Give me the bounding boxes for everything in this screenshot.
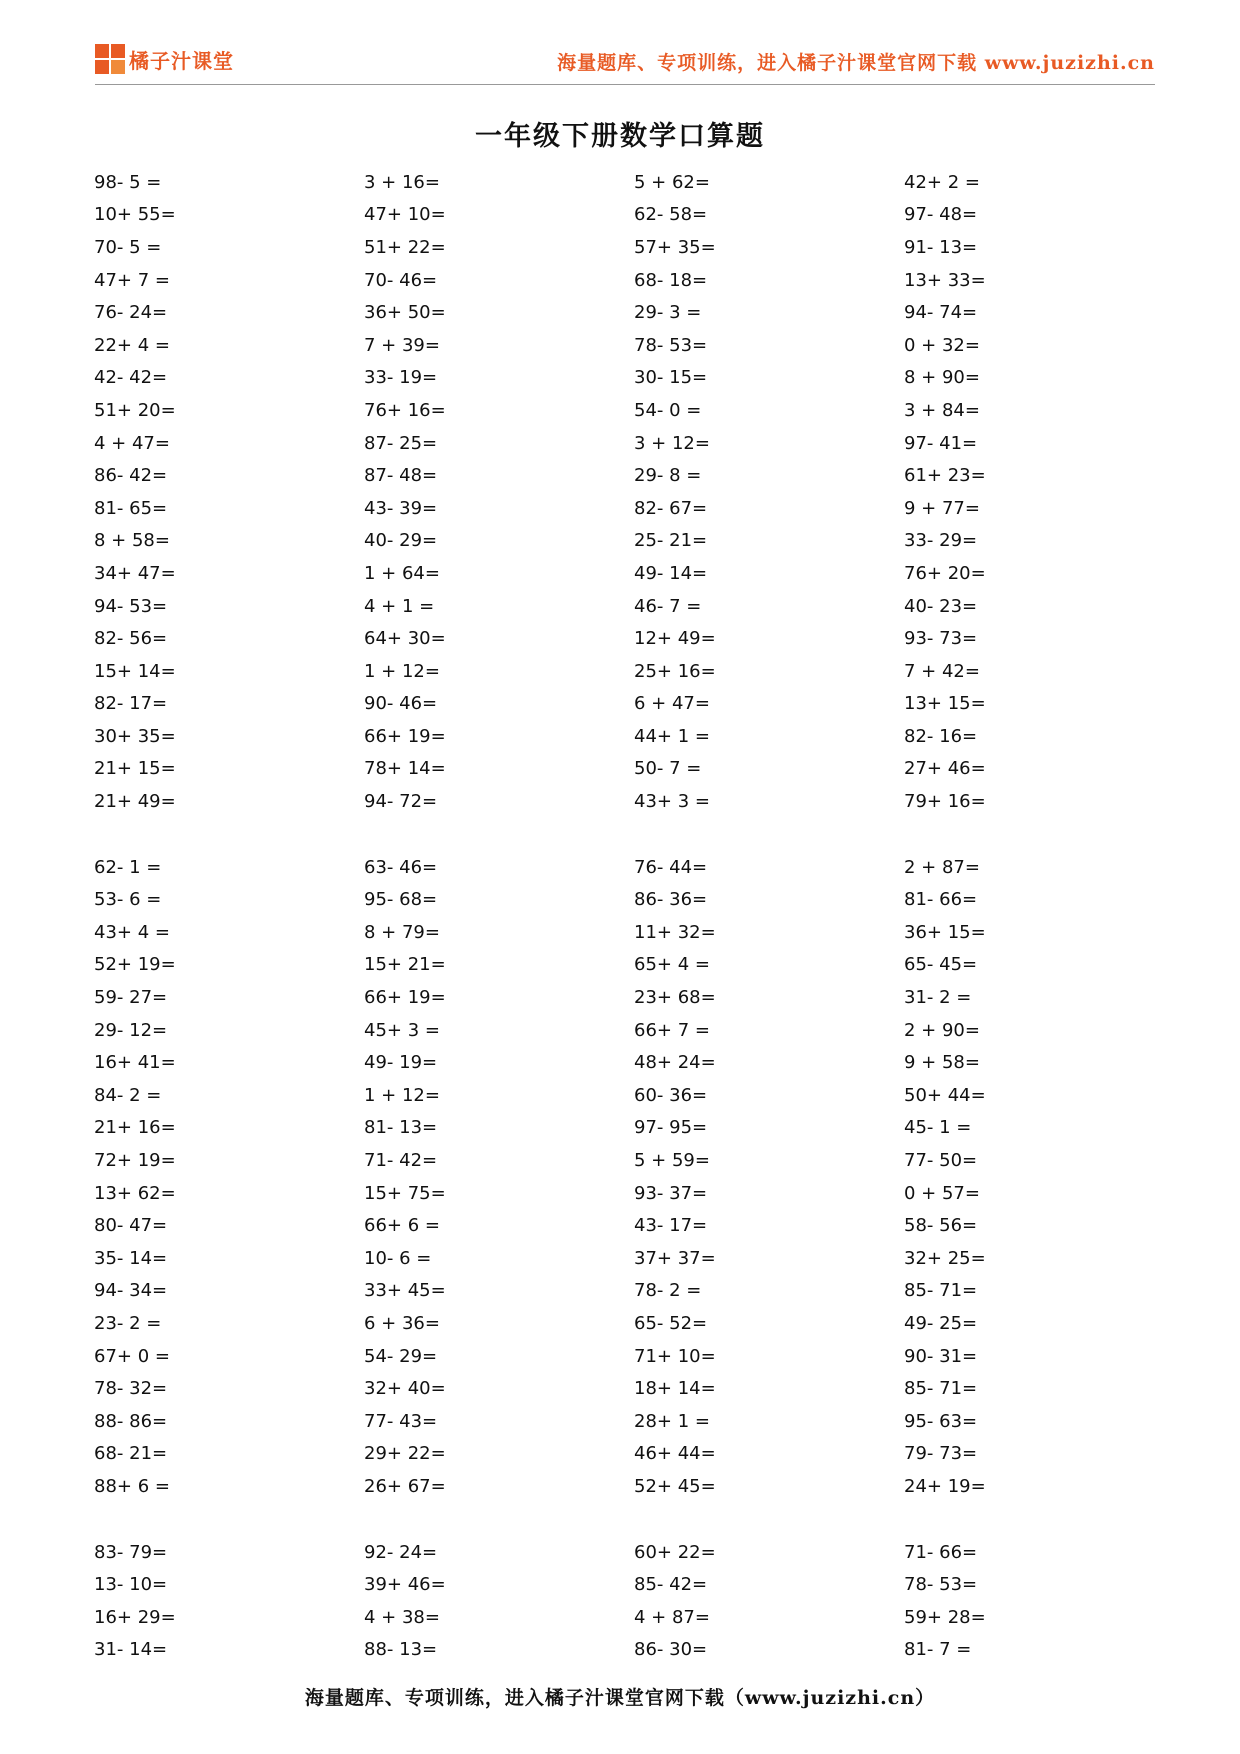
problem-item: 32+ 40=: [364, 1378, 446, 1400]
problem-item: 40- 29=: [364, 530, 438, 552]
problem-item: 46- 7 =: [634, 595, 702, 617]
problem-item: 86- 30=: [634, 1639, 708, 1661]
problem-item: 51+ 20=: [94, 399, 176, 421]
problem-row: [94, 981, 1174, 1014]
problem-item: 76- 44=: [634, 856, 708, 878]
problem-item: 6 + 47=: [634, 693, 710, 715]
problem-item: 48+ 24=: [634, 1052, 716, 1074]
problem-item: 33+ 45=: [364, 1280, 446, 1302]
problem-item: 43+ 3 =: [634, 791, 710, 813]
problem-item: 21+ 49=: [94, 791, 176, 813]
problem-item: 45- 1 =: [904, 1117, 972, 1139]
problem-row: [94, 362, 1174, 395]
page-header: [95, 42, 1155, 85]
problem-item: 54- 29=: [364, 1345, 438, 1367]
problem-row: [94, 492, 1174, 525]
logo-icon: [95, 44, 125, 74]
problem-row: [94, 1275, 1174, 1308]
problem-row: [94, 1340, 1174, 1373]
problem-row: [94, 916, 1174, 949]
problem-item: 44+ 1 =: [634, 725, 710, 747]
problem-item: 62- 1 =: [94, 856, 162, 878]
problem-item: 85- 71=: [904, 1280, 978, 1302]
problem-item: 71- 42=: [364, 1150, 438, 1172]
problem-item: 22+ 4 =: [94, 334, 170, 356]
problem-row: [94, 785, 1174, 818]
problem-item: 82- 17=: [94, 693, 168, 715]
problem-item: 76+ 20=: [904, 562, 986, 584]
page-title: 一年级下册数学口算题: [475, 121, 765, 152]
problem-item: 47+ 10=: [364, 204, 446, 226]
problem-item: 54- 0 =: [634, 399, 702, 421]
problem-row: [94, 1307, 1174, 1340]
problem-item: 11+ 32=: [634, 921, 716, 943]
problem-item: 94- 72=: [364, 791, 438, 813]
problem-item: 85- 42=: [634, 1574, 708, 1596]
problem-item: 2 + 90=: [904, 1019, 980, 1041]
problem-item: 82- 67=: [634, 497, 708, 519]
problem-item: 68- 21=: [94, 1443, 168, 1465]
problem-row: [94, 1438, 1174, 1471]
problem-block: [94, 166, 1174, 818]
problem-item: 29- 3 =: [634, 302, 702, 324]
problem-item: 10- 6 =: [364, 1247, 432, 1269]
problem-item: 33- 29=: [904, 530, 978, 552]
problem-item: 27+ 46=: [904, 758, 986, 780]
problem-item: 88- 86=: [94, 1410, 168, 1432]
problem-item: 4 + 38=: [364, 1606, 440, 1628]
problem-item: 4 + 87=: [634, 1606, 710, 1628]
problem-item: 26+ 67=: [364, 1475, 446, 1497]
problem-item: 49- 19=: [364, 1052, 438, 1074]
problem-item: 93- 73=: [904, 628, 978, 650]
problem-item: 72+ 19=: [94, 1150, 176, 1172]
problem-item: 86- 42=: [94, 465, 168, 487]
problem-item: 23- 2 =: [94, 1312, 162, 1334]
problem-item: 43+ 4 =: [94, 921, 170, 943]
problem-row: [94, 1405, 1174, 1438]
problem-item: 16+ 41=: [94, 1052, 176, 1074]
problem-item: 65- 52=: [634, 1312, 708, 1334]
problem-item: 78- 53=: [904, 1574, 978, 1596]
problem-item: 66+ 7 =: [634, 1019, 710, 1041]
problem-row: [94, 427, 1174, 460]
problem-item: 52+ 19=: [94, 954, 176, 976]
problem-item: 13- 10=: [94, 1574, 168, 1596]
problem-item: 79+ 16=: [904, 791, 986, 813]
problem-item: 18+ 14=: [634, 1378, 716, 1400]
problem-item: 7 + 39=: [364, 334, 440, 356]
problem-item: 91- 13=: [904, 236, 978, 258]
problem-item: 0 + 57=: [904, 1182, 980, 1204]
problem-item: 1 + 12=: [364, 1084, 440, 1106]
problem-item: 85- 71=: [904, 1378, 978, 1400]
problem-item: 88+ 6 =: [94, 1475, 170, 1497]
problem-row: [94, 231, 1174, 264]
problem-row: [94, 1177, 1174, 1210]
problem-item: 76+ 16=: [364, 399, 446, 421]
problem-row: [94, 1144, 1174, 1177]
brand-logo: [95, 44, 234, 74]
problem-row: [94, 394, 1174, 427]
problem-item: 43- 17=: [634, 1215, 708, 1237]
problem-item: 23+ 68=: [634, 987, 716, 1009]
problem-item: 64+ 30=: [364, 628, 446, 650]
problem-item: 97- 95=: [634, 1117, 708, 1139]
problem-row: [94, 1014, 1174, 1047]
problem-item: 58- 56=: [904, 1215, 978, 1237]
problem-item: 12+ 49=: [634, 628, 716, 650]
problem-item: 53- 6 =: [94, 889, 162, 911]
problem-item: 16+ 29=: [94, 1606, 176, 1628]
problem-item: 47+ 7 =: [94, 269, 170, 291]
problem-item: 5 + 59=: [634, 1150, 710, 1172]
problem-row: [94, 1536, 1174, 1569]
problem-item: 33- 19=: [364, 367, 438, 389]
problem-row: [94, 459, 1174, 492]
problem-item: 13+ 33=: [904, 269, 986, 291]
problem-item: 5 + 62=: [634, 171, 710, 193]
problem-row: [94, 1209, 1174, 1242]
problem-block: [94, 851, 1174, 1503]
problem-item: 57+ 35=: [634, 236, 716, 258]
problem-row: [94, 1634, 1174, 1667]
problem-item: 70- 46=: [364, 269, 438, 291]
problem-item: 95- 63=: [904, 1410, 978, 1432]
problem-row: [94, 525, 1174, 558]
problem-item: 94- 53=: [94, 595, 168, 617]
problem-row: [94, 622, 1174, 655]
problem-item: 3 + 84=: [904, 399, 980, 421]
problem-item: 49- 25=: [904, 1312, 978, 1334]
problem-item: 80- 47=: [94, 1215, 168, 1237]
problem-item: 66+ 6 =: [364, 1215, 440, 1237]
problem-item: 90- 31=: [904, 1345, 978, 1367]
problem-item: 71- 66=: [904, 1541, 978, 1563]
problem-item: 97- 48=: [904, 204, 978, 226]
problem-item: 78+ 14=: [364, 758, 446, 780]
problem-row: [94, 949, 1174, 982]
problem-item: 36+ 50=: [364, 302, 446, 324]
problem-item: 78- 53=: [634, 334, 708, 356]
problem-item: 81- 7 =: [904, 1639, 972, 1661]
problem-row: [94, 264, 1174, 297]
problem-item: 15+ 21=: [364, 954, 446, 976]
problem-item: 87- 48=: [364, 465, 438, 487]
problem-row: [94, 1046, 1174, 1079]
problem-item: 8 + 90=: [904, 367, 980, 389]
problem-row: [94, 166, 1174, 199]
problem-item: 13+ 15=: [904, 693, 986, 715]
problem-item: 63- 46=: [364, 856, 438, 878]
problem-item: 45+ 3 =: [364, 1019, 440, 1041]
problem-block: [94, 1536, 1174, 1666]
problem-item: 79- 73=: [904, 1443, 978, 1465]
problem-item: 92- 24=: [364, 1541, 438, 1563]
problem-row: [94, 720, 1174, 753]
problem-item: 10+ 55=: [94, 204, 176, 226]
problem-item: 42- 42=: [94, 367, 168, 389]
problem-item: 21+ 16=: [94, 1117, 176, 1139]
problem-grid: [94, 166, 1174, 1699]
problem-item: 25- 21=: [634, 530, 708, 552]
problem-item: 30- 15=: [634, 367, 708, 389]
problem-item: 34+ 47=: [94, 562, 176, 584]
problem-row: [94, 688, 1174, 721]
problem-item: 21+ 15=: [94, 758, 176, 780]
problem-row: [94, 296, 1174, 329]
problem-row: [94, 329, 1174, 362]
problem-row: [94, 753, 1174, 786]
problem-row: [94, 1372, 1174, 1405]
problem-item: 7 + 42=: [904, 660, 980, 682]
problem-item: 3 + 16=: [364, 171, 440, 193]
problem-item: 86- 36=: [634, 889, 708, 911]
problem-item: 49- 14=: [634, 562, 708, 584]
problem-item: 84- 2 =: [94, 1084, 162, 1106]
problem-item: 31- 2 =: [904, 987, 972, 1009]
problem-item: 1 + 12=: [364, 660, 440, 682]
problem-item: 37+ 37=: [634, 1247, 716, 1269]
problem-item: 59- 27=: [94, 987, 168, 1009]
problem-item: 0 + 32=: [904, 334, 980, 356]
problem-item: 61+ 23=: [904, 465, 986, 487]
problem-item: 98- 5 =: [94, 171, 162, 193]
problem-row: [94, 1601, 1174, 1634]
problem-item: 71+ 10=: [634, 1345, 716, 1367]
problem-item: 4 + 1 =: [364, 595, 435, 617]
problem-item: 51+ 22=: [364, 236, 446, 258]
problem-item: 28+ 1 =: [634, 1410, 710, 1432]
logo-text: 橘子汁课堂: [129, 48, 234, 73]
problem-item: 97- 41=: [904, 432, 978, 454]
problem-item: 9 + 58=: [904, 1052, 980, 1074]
problem-item: 15+ 14=: [94, 660, 176, 682]
problem-item: 94- 34=: [94, 1280, 168, 1302]
problem-row: [94, 1470, 1174, 1503]
problem-item: 87- 25=: [364, 432, 438, 454]
problem-item: 24+ 19=: [904, 1475, 986, 1497]
problem-item: 8 + 79=: [364, 921, 440, 943]
problem-item: 30+ 35=: [94, 725, 176, 747]
problem-item: 4 + 47=: [94, 432, 170, 454]
problem-item: 77- 43=: [364, 1410, 438, 1432]
problem-item: 95- 68=: [364, 889, 438, 911]
problem-item: 13+ 62=: [94, 1182, 176, 1204]
problem-item: 39+ 46=: [364, 1574, 446, 1596]
problem-item: 93- 37=: [634, 1182, 708, 1204]
problem-item: 31- 14=: [94, 1639, 168, 1661]
page-footer: 海量题库、专项训练，进入橘子汁课堂官网下载（www.juzizhi.cn）: [304, 1687, 936, 1709]
problem-item: 25+ 16=: [634, 660, 716, 682]
problem-item: 9 + 77=: [904, 497, 980, 519]
problem-row: [94, 1242, 1174, 1275]
problem-item: 90- 46=: [364, 693, 438, 715]
problem-item: 60+ 22=: [634, 1541, 716, 1563]
problem-item: 68- 18=: [634, 269, 708, 291]
problem-row: [94, 199, 1174, 232]
problem-item: 62- 58=: [634, 204, 708, 226]
problem-item: 66+ 19=: [364, 725, 446, 747]
problem-item: 2 + 87=: [904, 856, 980, 878]
problem-item: 94- 74=: [904, 302, 978, 324]
problem-item: 50- 7 =: [634, 758, 702, 780]
problem-item: 50+ 44=: [904, 1084, 986, 1106]
problem-item: 82- 16=: [904, 725, 978, 747]
problem-item: 78- 2 =: [634, 1280, 702, 1302]
problem-row: [94, 883, 1174, 916]
problem-item: 83- 79=: [94, 1541, 168, 1563]
problem-item: 15+ 75=: [364, 1182, 446, 1204]
problem-item: 42+ 2 =: [904, 171, 980, 193]
problem-item: 76- 24=: [94, 302, 168, 324]
problem-item: 29+ 22=: [364, 1443, 446, 1465]
problem-row: [94, 590, 1174, 623]
problem-row: [94, 655, 1174, 688]
problem-item: 40- 23=: [904, 595, 978, 617]
problem-item: 70- 5 =: [94, 236, 162, 258]
problem-item: 66+ 19=: [364, 987, 446, 1009]
problem-item: 32+ 25=: [904, 1247, 986, 1269]
problem-item: 82- 56=: [94, 628, 168, 650]
problem-row: [94, 1112, 1174, 1145]
problem-row: [94, 1079, 1174, 1112]
problem-item: 59+ 28=: [904, 1606, 986, 1628]
problem-item: 81- 66=: [904, 889, 978, 911]
problem-row: [94, 851, 1174, 884]
problem-item: 1 + 64=: [364, 562, 440, 584]
problem-item: 78- 32=: [94, 1378, 168, 1400]
problem-item: 60- 36=: [634, 1084, 708, 1106]
problem-item: 52+ 45=: [634, 1475, 716, 1497]
problem-item: 43- 39=: [364, 497, 438, 519]
problem-item: 6 + 36=: [364, 1312, 440, 1334]
problem-item: 81- 13=: [364, 1117, 438, 1139]
problem-item: 3 + 12=: [634, 432, 710, 454]
problem-row: [94, 1568, 1174, 1601]
header-slogan: 海量题库、专项训练，进入橘子汁课堂官网下载 www.juzizhi.cn: [557, 52, 1155, 74]
problem-item: 65- 45=: [904, 954, 978, 976]
problem-item: 35- 14=: [94, 1247, 168, 1269]
problem-item: 65+ 4 =: [634, 954, 710, 976]
problem-item: 67+ 0 =: [94, 1345, 170, 1367]
problem-item: 29- 12=: [94, 1019, 168, 1041]
problem-item: 46+ 44=: [634, 1443, 716, 1465]
problem-item: 81- 65=: [94, 497, 168, 519]
problem-item: 88- 13=: [364, 1639, 438, 1661]
problem-item: 36+ 15=: [904, 921, 986, 943]
problem-item: 77- 50=: [904, 1150, 978, 1172]
problem-item: 29- 8 =: [634, 465, 702, 487]
problem-item: 8 + 58=: [94, 530, 170, 552]
problem-row: [94, 557, 1174, 590]
